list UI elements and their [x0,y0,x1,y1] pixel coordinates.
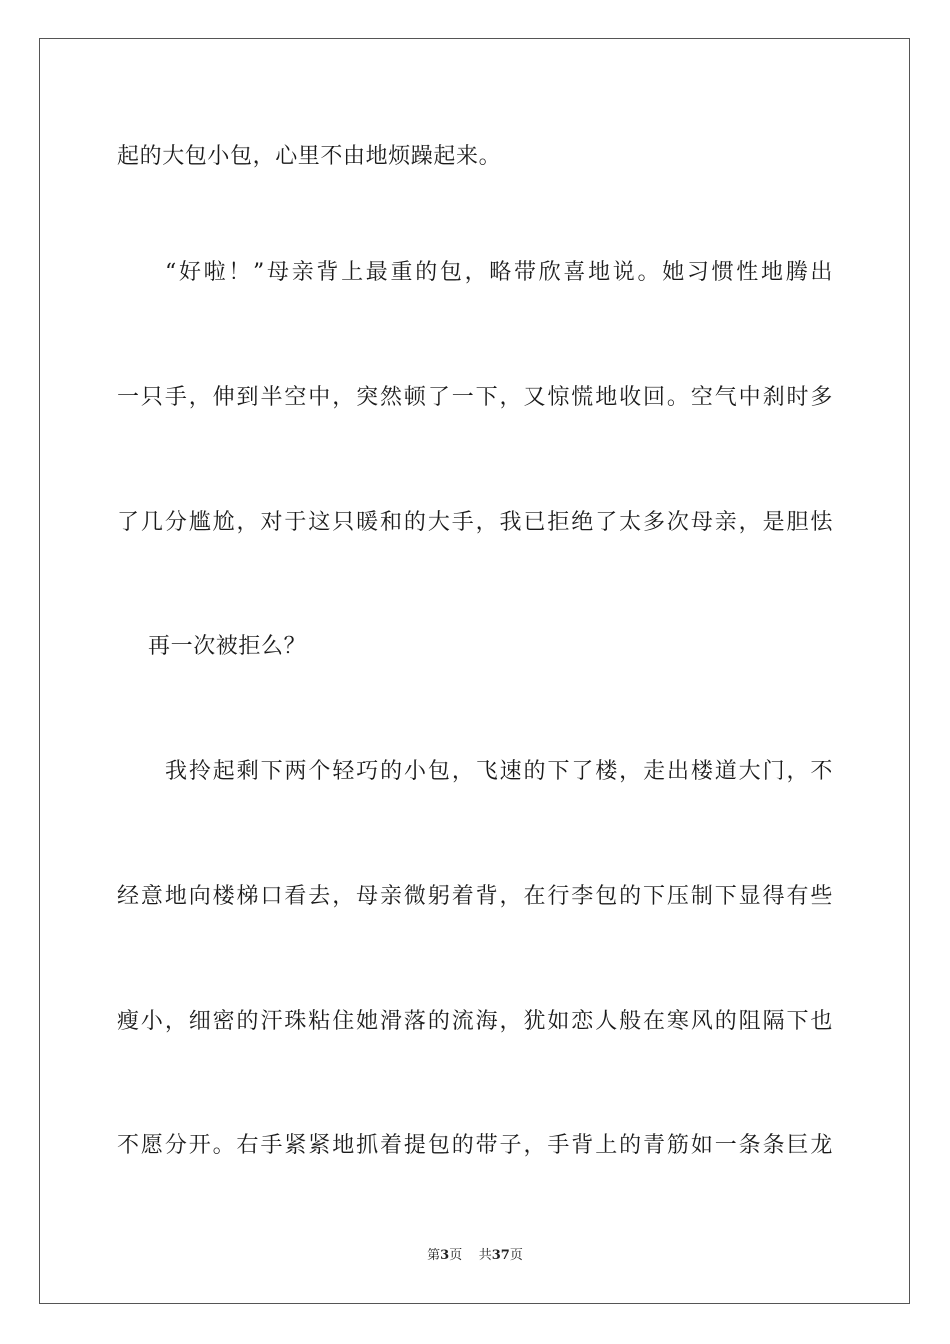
footer-page-suffix: 页 [449,1248,463,1263]
text-line-8: 瘦小，细密的汗珠粘住她滑落的流海，犹如恋人般在寒风的阻隔下也 [117,1009,833,1034]
page-border [39,38,910,1304]
page-footer [0,1247,950,1265]
text-line-7: 经意地向楼梯口看去，母亲微躬着背，在行李包的下压制下显得有些 [117,884,833,909]
footer-total-pages: 37 [491,1248,510,1263]
footer-total-prefix: 共 [478,1248,492,1263]
footer-total-suffix: 页 [509,1248,523,1263]
footer-page-number: 3 [440,1248,450,1263]
footer-page-prefix: 第 [427,1248,441,1263]
text-line-6: 我拎起剩下两个轻巧的小包，飞速的下了楼，走出楼道大门，不 [165,759,833,784]
text-line-5: 再一次被拒么？ [148,634,307,659]
text-line-9: 不愿分开。右手紧紧地抓着提包的带子，手背上的青筋如一条条巨龙 [117,1133,833,1158]
text-line-3: 一只手，伸到半空中，突然顿了一下，又惊慌地收回。空气中刹时多 [117,385,833,410]
text-line-2: “好啦！”母亲背上最重的包，略带欣喜地说。她习惯性地腾出 [165,260,833,285]
text-line-1: 起的大包小包，心里不由地烦躁起来。 [117,144,502,169]
text-line-4: 了几分尴尬，对于这只暖和的大手，我已拒绝了太多次母亲，是胆怯 [117,510,833,535]
